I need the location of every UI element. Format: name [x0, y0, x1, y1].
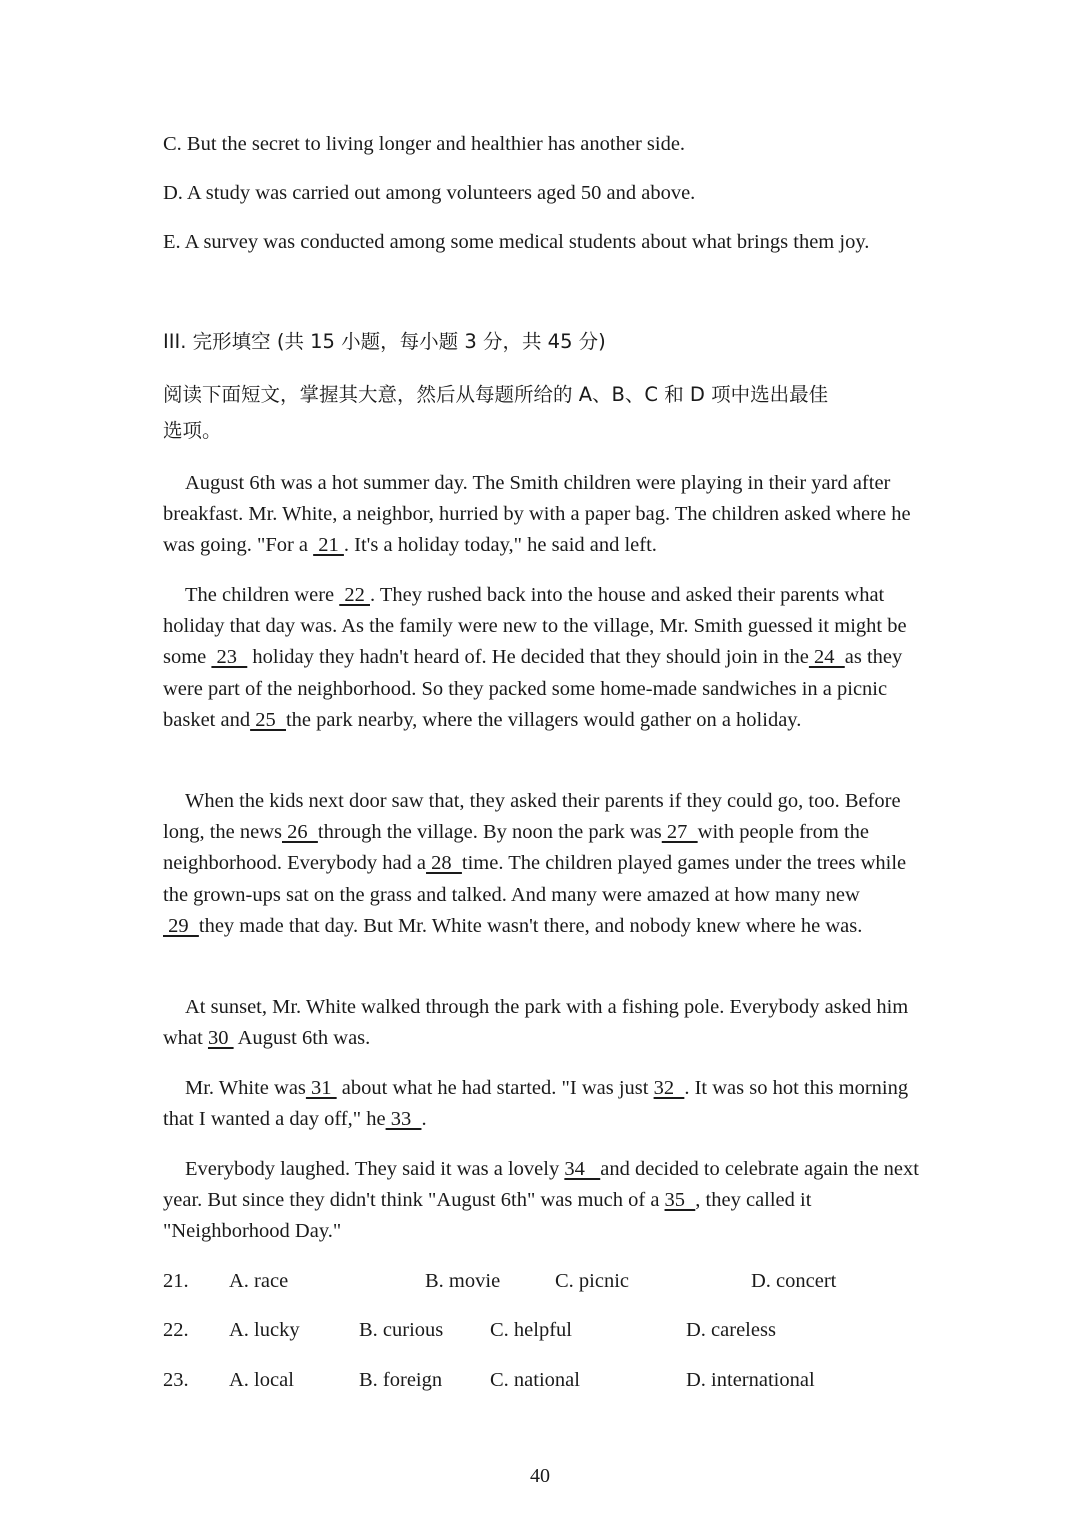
passage-paragraph-2: The children were 22 . They rushed back into the house and asked their parents what holiday that day was. As the family were new to the village, Mr. Smith guessed it might be some 23 holiday they hadn't heard of. He decided that they should join in the 24 as they were part of the neighborhood. So they packed some home-made sandwiches in a picnic basket and 25 the park nearby, where the villagers would gather on a holiday. [163, 584, 907, 731]
section-heading: III. 完形填空 (共 15 小题，每小题 3 分，共 45 分) [163, 330, 606, 353]
blank-22: 22 [339, 584, 370, 606]
blank-28: 28 [426, 852, 462, 875]
choice-d: D. careless [686, 1319, 776, 1341]
choice-a: A. local [229, 1369, 294, 1391]
option-c-text: C. But the secret to living longer and healthier has another side. [163, 133, 686, 155]
blank-33: 33 [385, 1108, 422, 1131]
blank-30: 30 [207, 1027, 234, 1050]
passage-paragraph-5: Mr. White was 31 about what he had started. "I was just 32 . It was so hot this morning that I wanted a day off," he 33 . [163, 1077, 909, 1131]
question-number: 23. [163, 1369, 189, 1391]
passage-paragraph-3: When the kids next door saw that, they asked their parents if they could go, too. Before long, the news 26 through the village. By noon the park was 27 with people from the neighborhood. Everybody had a 28 time. The children played games under the trees while the grown-ups sat on the grass and talked. And many were amazed at how many new 29 they made that day. But Mr. White wasn't there, and nobody knew where he was. [163, 790, 907, 937]
choice-b: B. movie [425, 1270, 501, 1292]
blank-25: 25 [250, 708, 286, 731]
choice-c: C. helpful [490, 1319, 572, 1341]
choice-d: D. concert [751, 1270, 837, 1292]
choice-a: A. lucky [229, 1319, 300, 1341]
blank-34: 34 [564, 1158, 601, 1180]
passage-paragraph-1: August 6th was a hot summer day. The Smith children were playing in their yard after breakfast. Mr. White, a neighbor, hurried by with a paper bag. The children asked where he was going. "For a 21 . It's a holiday today," he said and left. [163, 472, 911, 557]
choice-a: A. race [229, 1270, 289, 1292]
section-instruction-line1: 阅读下面短文，掌握其大意，然后从每题所给的 A、B、C 和 D 项中选出最佳 [163, 383, 829, 406]
blank-21: 21 [313, 534, 344, 557]
section-instruction-line2: 选项。 [163, 419, 222, 442]
question-number: 22. [163, 1319, 189, 1341]
choice-c: C. picnic [555, 1270, 630, 1292]
option-e-text: E. A survey was conducted among some medical students about what brings them joy. [163, 231, 870, 253]
page-number: 40 [530, 1465, 550, 1487]
blank-35: 35 [664, 1189, 696, 1212]
blank-29: 29 [163, 914, 199, 937]
blank-26: 26 [282, 821, 318, 844]
blank-23: 23 [211, 646, 248, 669]
option-d-text: D. A study was carried out among volunteers aged 50 and above. [163, 182, 696, 204]
choice-b: B. foreign [359, 1369, 443, 1391]
blank-31: 31 [305, 1077, 337, 1099]
choice-d: D. international [686, 1369, 815, 1391]
choice-c: C. national [490, 1369, 580, 1391]
blank-24: 24 [808, 646, 845, 669]
passage-paragraph-6: Everybody laughed. They said it was a lovely 34 and decided to celebrate again the next year. But since they didn't think "August 6th" was much of a 35 , they called it "Neighborhood Day." [163, 1158, 919, 1243]
blank-27: 27 [661, 821, 698, 844]
blank-32: 32 [653, 1077, 685, 1099]
passage-paragraph-4: At sunset, Mr. White walked through the park with a fishing pole. Everybody asked him what 30 August 6th was. [163, 996, 909, 1050]
choice-b: B. curious [359, 1319, 444, 1341]
question-number: 21. [163, 1270, 189, 1292]
